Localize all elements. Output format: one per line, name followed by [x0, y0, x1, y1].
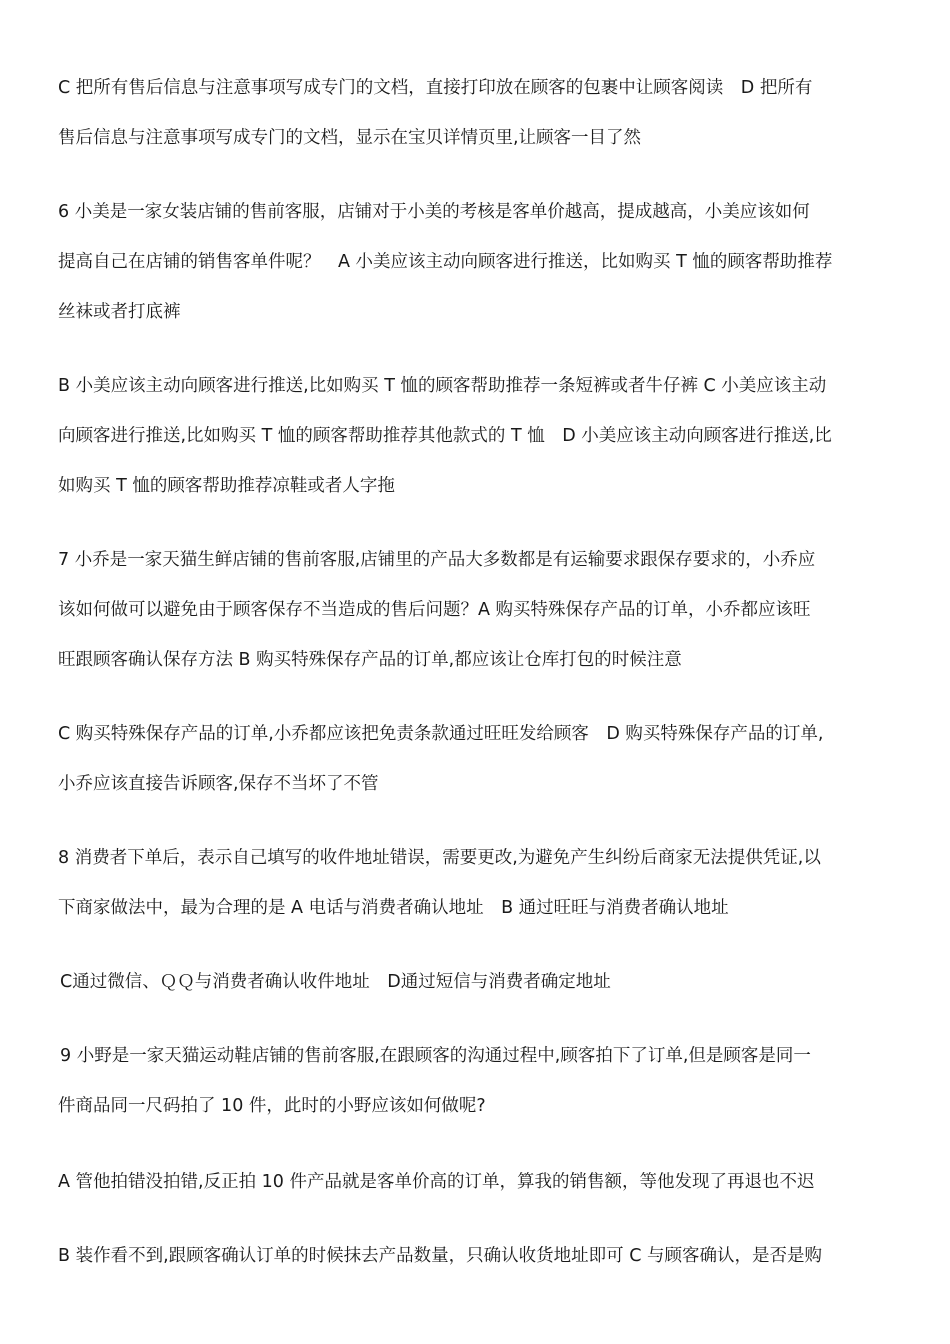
question-7-options-line-2: 小乔应该直接告诉顾客,保存不当坏了不管 — [58, 774, 379, 794]
question-9-option-b: B 装作看不到,跟顾客确认订单的时候抹去产品数量，只确认收货地址即可 C 与顾客确认，是否是购 — [58, 1246, 822, 1266]
question-7-options-line-1: C 购买特殊保存产品的订单,小乔都应该把免责条款通过旺旺发给顾客 D 购买特殊保存产品的订单, — [58, 724, 824, 744]
question-7-line-2: 该如何做可以避免由于顾客保存不当造成的售后问题？A 购买特殊保存产品的订单，小乔都应该旺 — [58, 600, 811, 620]
question-9-line-2: 件商品同一尺码拍了 10 件，此时的小野应该如何做呢? — [58, 1096, 486, 1116]
question-9-line-1: 9 小野是一家天猫运动鞋店铺的售前客服,在跟顾客的沟通过程中,顾客拍下了订单,但是顾客是同一 — [60, 1046, 811, 1066]
question-8-line-1: 8 消费者下单后，表示自己填写的收件地址错误，需要更改,为避免产生纠纷后商家无法提供凭证,以 — [58, 848, 821, 868]
question-9-option-a: A 管他拍错没拍错,反正拍 10 件产品就是客单价高的订单，算我的销售额，等他发现了再退也不迟 — [58, 1172, 815, 1192]
text-line-c5-cont: 售后信息与注意事项写成专门的文档，显示在宝贝详情页里,让顾客一目了然 — [58, 128, 642, 148]
question-6-options-line-2: 向顾客进行推送,比如购买 T 恤的顾客帮助推荐其他款式的 T 恤 D 小美应该主动向顾客进行推送,比 — [58, 426, 832, 446]
question-7-line-3: 旺跟顾客确认保存方法 B 购买特殊保存产品的订单,都应该让仓库打包的时候注意 — [58, 650, 682, 670]
question-6-line-3: 丝袜或者打底裤 — [58, 302, 181, 322]
question-7-line-1: 7 小乔是一家天猫生鲜店铺的售前客服,店铺里的产品大多数都是有运输要求跟保存要求的，小乔应 — [58, 550, 816, 570]
question-8-options-line: C通过微信、ＱＱ与消费者确认收件地址 D通过短信与消费者确定地址 — [60, 972, 611, 992]
text-line-c5: C 把所有售后信息与注意事项写成专门的文档，直接打印放在顾客的包裹中让顾客阅读 D 把所有 — [58, 78, 813, 98]
question-6-line-2: 提高自己在店铺的销售客单件呢？ A 小美应该主动向顾客进行推送，比如购买 T 恤的顾客帮助推荐 — [58, 252, 833, 272]
question-6-options-line-3: 如购买 T 恤的顾客帮助推荐凉鞋或者人字拖 — [58, 476, 395, 496]
question-6-line-1: 6 小美是一家女装店铺的售前客服，店铺对于小美的考核是客单价越高，提成越高，小美应该如何 — [58, 202, 810, 222]
question-8-line-2: 下商家做法中，最为合理的是 A 电话与消费者确认地址 B 通过旺旺与消费者确认地址 — [58, 898, 729, 918]
question-6-options-line-1: B 小美应该主动向顾客进行推送,比如购买 T 恤的顾客帮助推荐一条短裤或者牛仔裤 C 小美应该主动 — [58, 376, 827, 396]
